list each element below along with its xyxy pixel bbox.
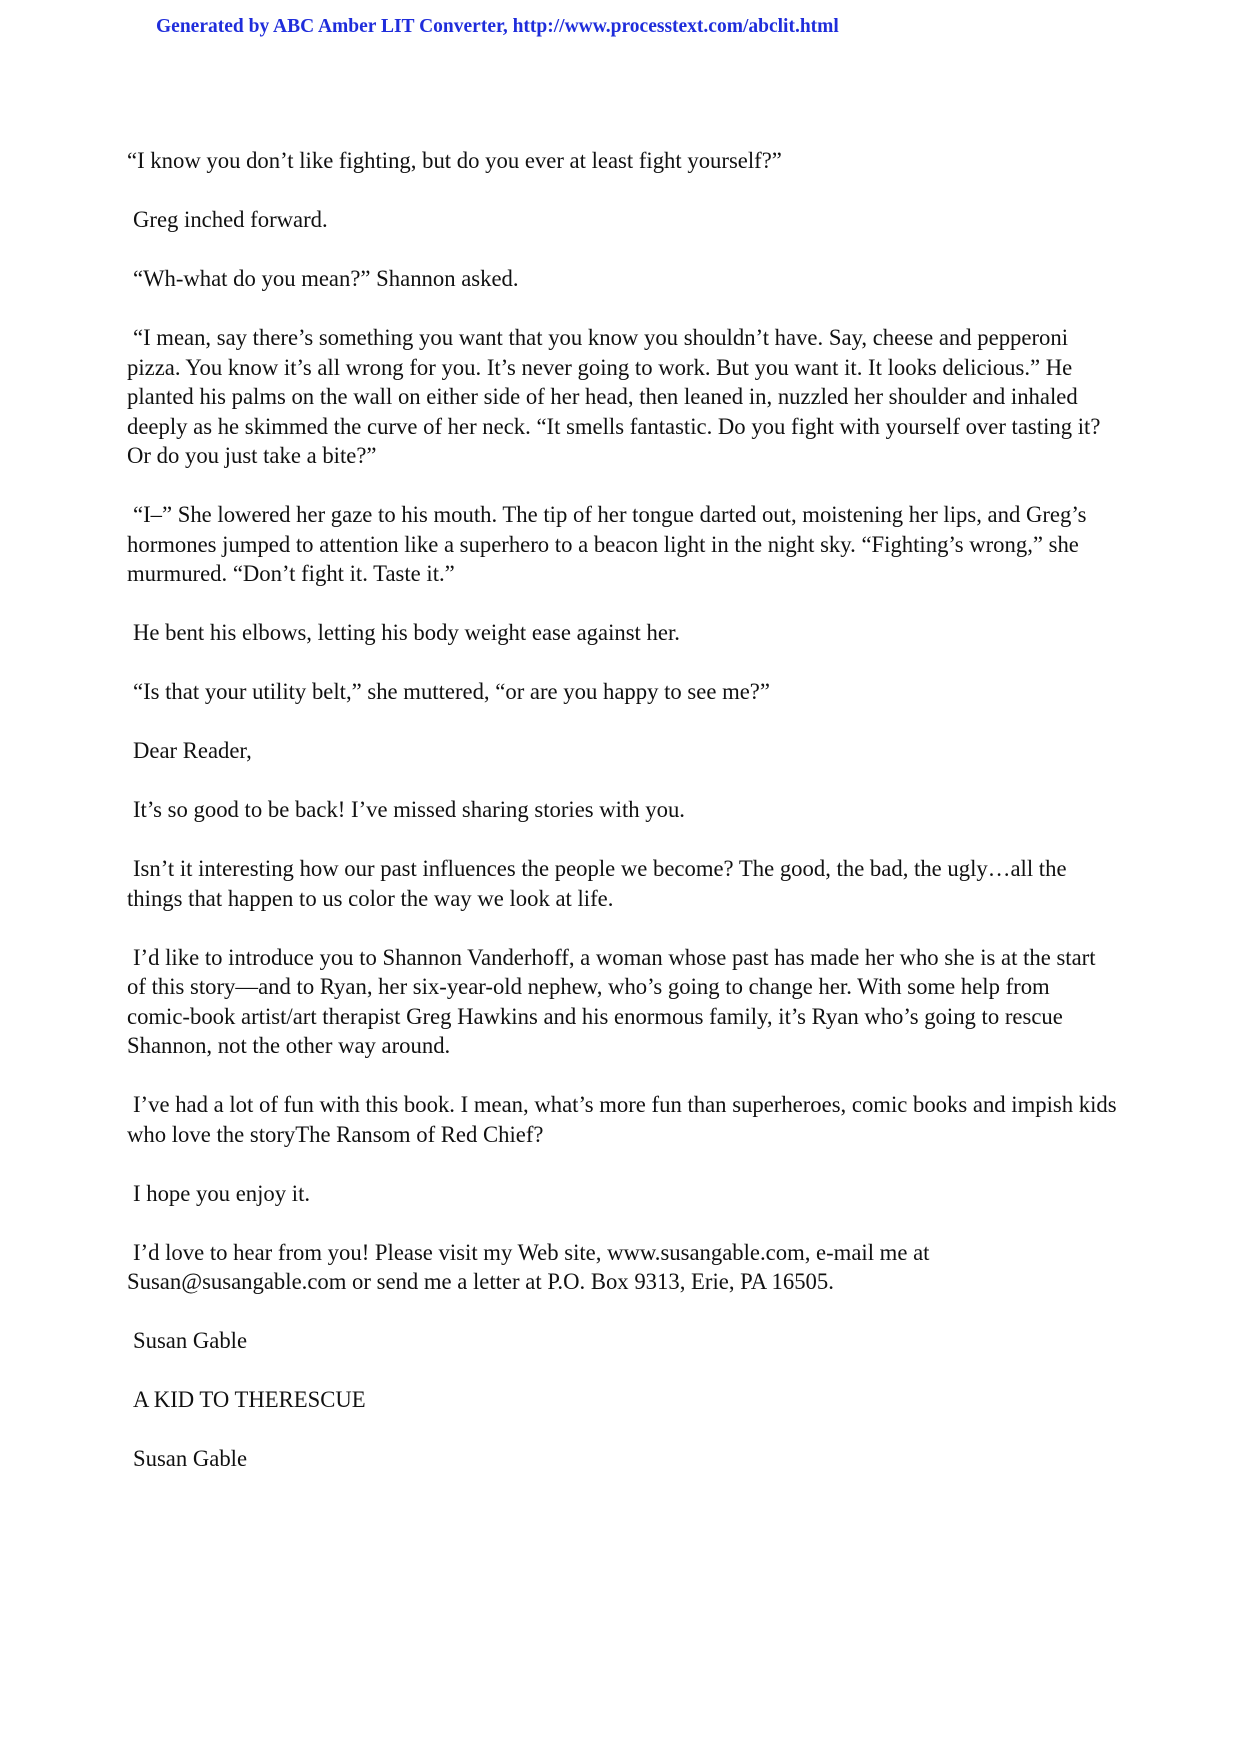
book-author: Susan Gable (133, 1446, 248, 1471)
paragraph-what-do-you-mean: “Wh-what do you mean?” Shannon asked. (133, 266, 519, 291)
paragraph-greg-inched: Greg inched forward. (133, 207, 328, 232)
paragraph-hope-enjoy: I hope you enjoy it. (133, 1180, 311, 1206)
letter-signature: Susan Gable (133, 1328, 248, 1353)
paragraph-introduce-shannon: I’d like to introduce you to Shannon Vanderhoff, a woman whose past has made her who she is at the start of this story—and to Ryan, her six-year-old nephew, who’s going to change her. With some help from comic-book artist/art therapist Greg Hawkins and his enormous family, it’s Ryan who’s going to rescue Shannon, not the other way around. (127, 944, 1096, 1058)
paragraph-pizza: “I mean, say there’s something you want that you know you shouldn’t have. Say, cheese and pepperoni pizza. You know it’s all wrong for you. It’s never going to work. But you want it. It looks delicious.” He planted his palms on the wall on either side of her head, then leaned in, nuzzled her shoulder and inhaled deeply as he skimmed the curve of her neck. “It smells fantastic. Do you fight with yourself over tasting it? Or do you just take a bite?” (127, 325, 1101, 468)
paragraph-bent-elbows: He bent his elbows, letting his body weight ease against her. (133, 620, 680, 645)
book-title: A KID TO THERESCUE (133, 1387, 366, 1412)
paragraph-fight-yourself: “I know you don’t like fighting, but do you ever at least fight yourself?” (127, 148, 782, 173)
paragraph-taste-it: “I–” She lowered her gaze to his mouth. The tip of her tongue darted out, moistening her lips, and Greg’s hormones jumped to attention like a superhero to a beacon light in the night sky. “Fighting’s wrong,” she murmured. “Don’t fight it. Taste it.” (127, 502, 1087, 586)
paragraph-contact-info: I’d love to hear from you! Please visit my Web site, www.susangable.com, e-mail me at Susan@susangable.com or send me a letter at P.O. Box 9313, Erie, PA 16505. (127, 1239, 930, 1294)
document-body (127, 146, 1117, 1503)
paragraph-utility-belt: “Is that your utility belt,” she muttered, “or are you happy to see me?” (133, 679, 770, 704)
paragraph-good-to-be-back: It’s so good to be back! I’ve missed sharing stories with you. (133, 797, 685, 822)
paragraph-past-influences: Isn’t it interesting how our past influences the people we become? The good, the bad, the ugly…all the things that happen to us color the way we look at life. (127, 856, 1067, 911)
generator-banner: Generated by ABC Amber LIT Converter, http://www.processtext.com/abclit.html (156, 16, 839, 37)
paragraph-fun-with-book: I’ve had a lot of fun with this book. I mean, what’s more fun than superheroes, comic books and impish kids who love the storyThe Ransom of Red Chief? (127, 1092, 1117, 1147)
letter-salutation: Dear Reader, (133, 738, 252, 763)
